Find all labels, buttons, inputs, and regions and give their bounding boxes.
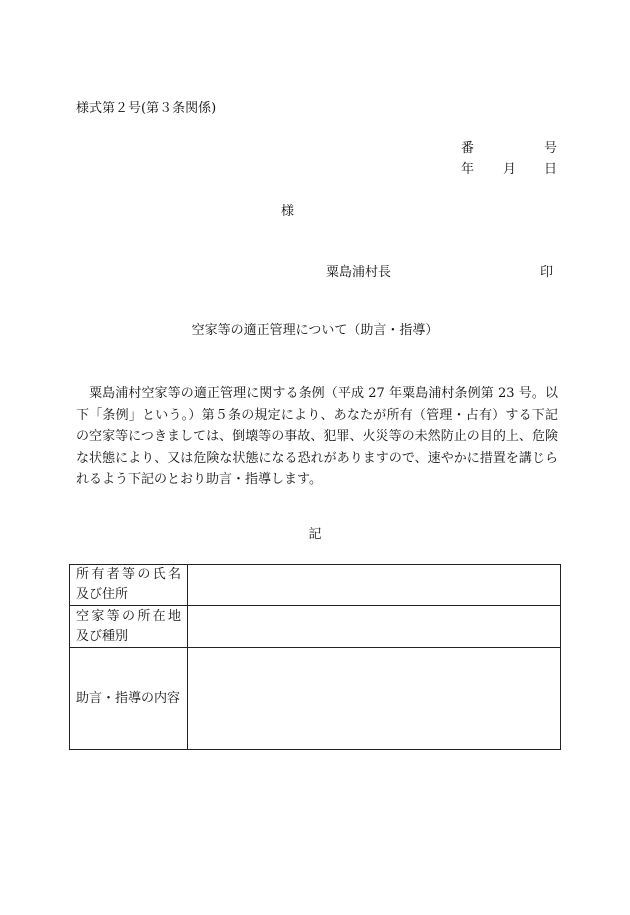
form-number: 様式第２号(第３条関係) (76, 101, 217, 116)
location-label-cell (70, 606, 188, 648)
owner-label-line1: 所有者等の氏名 (76, 567, 181, 582)
owner-label-line2: 及び住所 (76, 587, 129, 602)
body-paragraph (76, 383, 558, 491)
location-label-line1: 空家等の所在地 (76, 608, 181, 624)
table-row (70, 606, 561, 648)
table-row (70, 565, 561, 606)
date-line (461, 162, 557, 178)
number-label: 番 (461, 141, 475, 156)
month-label: 月 (503, 162, 517, 177)
addressee-honorific: 様 (281, 204, 295, 219)
document-number-line (461, 141, 557, 157)
body-text: 粟島浦村空家等の適正管理に関する条例（平成 27 年粟島浦村条例第 23 号。以下「条例」という。）第５条の規定により、あなたが所有（管理・占有）する下記の空家等につきましては、倒壊等の事故、犯罪、火災等の未然防止の目的上、危険な状態により、又は危険な状態になる恐れがありますので、速やかに措置を講じられるよう下記のとおり助言・指導します。 (76, 386, 558, 487)
document-title: 空家等の適正管理について（助言・指導） (191, 323, 439, 338)
info-table (69, 564, 561, 750)
owner-label-cell (70, 565, 188, 606)
advice-label-cell: 助言・指導の内容 (70, 648, 188, 750)
day-label: 日 (543, 162, 557, 177)
location-label-line2: 及び種別 (76, 628, 129, 644)
table-row (70, 648, 561, 750)
owner-value-cell[interactable] (188, 565, 561, 606)
number-suffix: 号 (543, 141, 557, 156)
sender-name: 粟島浦村長 (326, 265, 392, 280)
ki-heading: 記 (308, 527, 322, 542)
seal-mark: 印 (540, 265, 554, 280)
location-value-cell[interactable] (188, 606, 561, 648)
advice-value-cell[interactable] (188, 648, 561, 750)
year-label: 年 (461, 162, 475, 177)
